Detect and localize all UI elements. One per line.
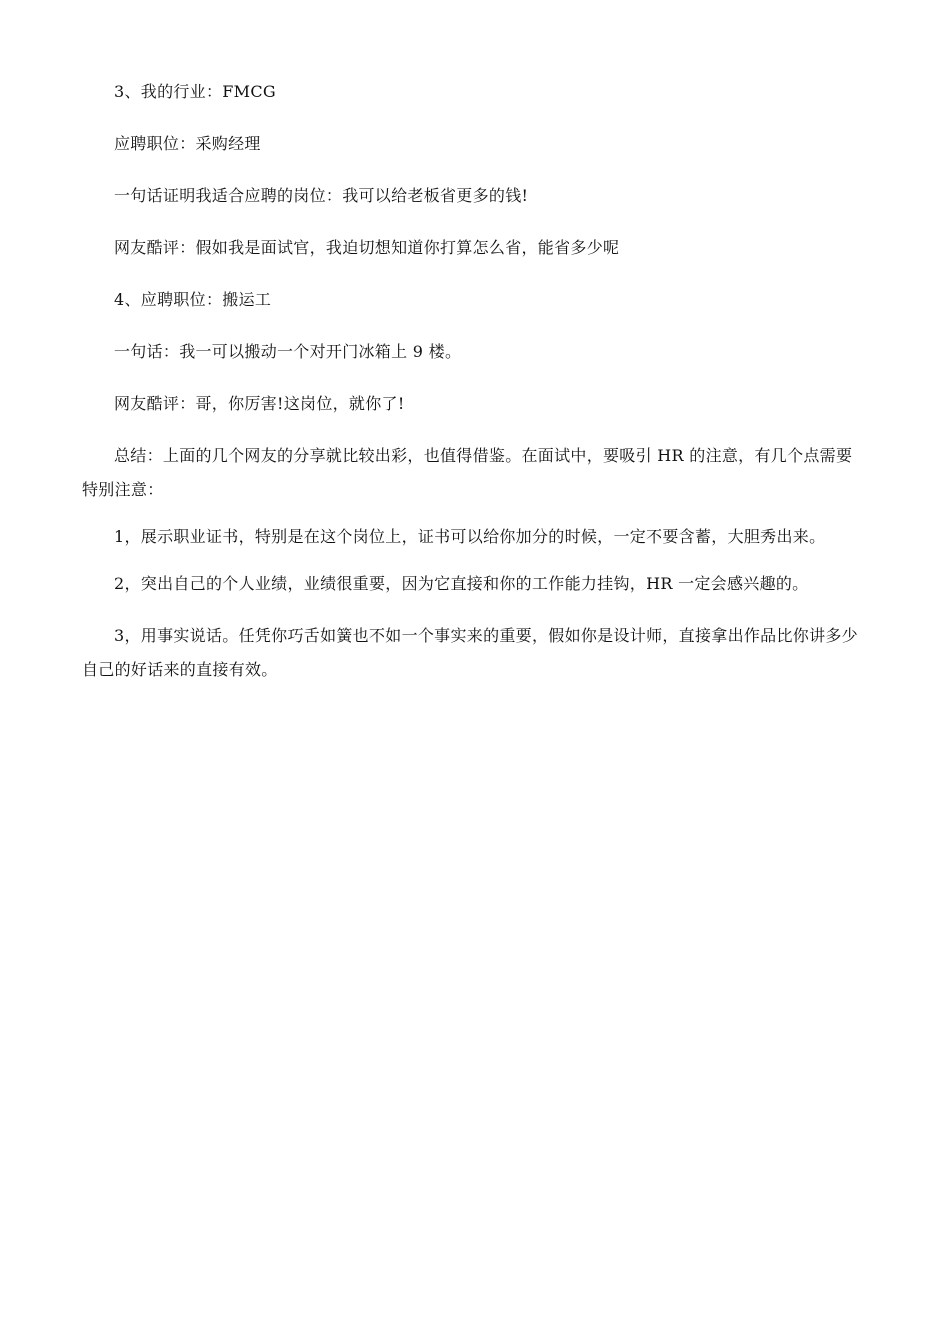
paragraph-industry: 3、我的行业：FMCG [114, 82, 276, 101]
paragraph-tip-3: 3，用事实说话。任凭你巧舌如簧也不如一个事实来的重要，假如你是设计师，直接拿出作品比你讲多少自己的好话来的直接有效。 [82, 626, 858, 679]
paragraph-comment-mover: 网友酷评：哥，你厉害!这岗位，就你了! [114, 394, 405, 413]
paragraph-tip-1: 1，展示职业证书，特别是在这个岗位上，证书可以给你加分的时候，一定不要含蓄，大胆秀出来。 [114, 527, 826, 546]
paragraph-one-sentence-mover: 一句话：我一可以搬动一个对开门冰箱上 9 楼。 [114, 342, 462, 361]
paragraph-comment-purchasing: 网友酷评：假如我是面试官，我迫切想知道你打算怎么省，能省多少呢 [114, 238, 620, 257]
document-page [82, 80, 868, 705]
paragraph-position-purchasing: 应聘职位：采购经理 [114, 134, 261, 153]
paragraph-one-sentence-purchasing: 一句话证明我适合应聘的岗位：我可以给老板省更多的钱! [114, 186, 529, 205]
paragraph-tip-2: 2，突出自己的个人业绩，业绩很重要，因为它直接和你的工作能力挂钩，HR 一定会感兴趣的。 [114, 574, 809, 593]
paragraph-summary: 总结：上面的几个网友的分享就比较出彩，也值得借鉴。在面试中，要吸引 HR 的注意，有几个点需要特别注意： [82, 446, 853, 499]
paragraph-position-mover: 4、应聘职位：搬运工 [114, 290, 272, 309]
